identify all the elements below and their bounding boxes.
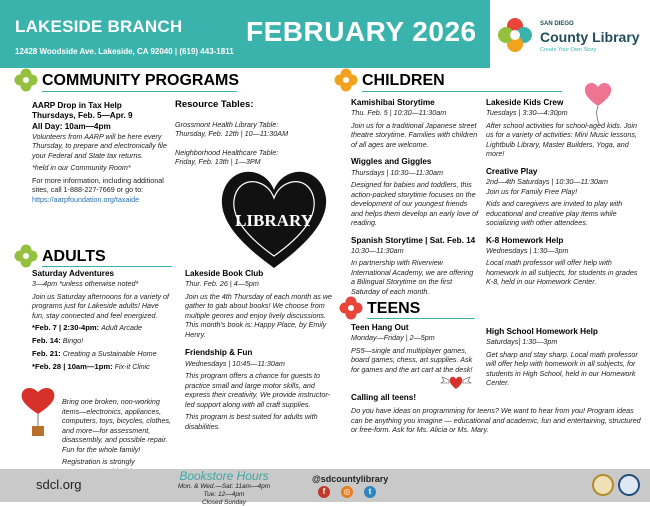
k8-desc: Local math professor will offer help with homework in all subjects, for students in grades K-8, held in our Homework Center. (486, 258, 638, 287)
creative-sub2: Join us for Family Free Play! (486, 186, 578, 196)
teens-divider (367, 318, 475, 319)
children-right-column (486, 98, 642, 287)
flower-icon (334, 68, 358, 92)
resource-tables-block (175, 99, 335, 167)
winged-heart-icon (440, 374, 472, 390)
saturday-sub: 3—4pm *unless otherwise noted* (32, 279, 139, 289)
friendship-sub: Wednesdays | 10:45—11:30am (185, 358, 285, 368)
month-title: FEBRUARY 2026 (246, 16, 477, 47)
calling-teens-block (351, 393, 643, 435)
logo-tagline: Create Your Own Story (540, 47, 597, 53)
wiggles-sub: Thursdays | 10:30—11:30am (351, 167, 444, 177)
event4-date: *Feb. 28 | 10am—1pm: (32, 362, 113, 372)
spanish-desc: In partnership with Riverview International Academy, we are offering a Bilingual Storytime on the first Saturday of each month. (351, 258, 474, 296)
fixit-desc: Bring one broken, non-working items—electronics, appliances, computers, toys, bicycles, clothes, and more—for assessment, disassembly, and possible repair. Fun for the whole family! (62, 397, 172, 454)
creative-desc: Kids and caregivers are invited to play with educational and creative play items while socializing with other attendees. (486, 199, 623, 227)
heart-word: LIBRARY (235, 211, 313, 230)
tax-hours: All Day: 10am—4pm (32, 121, 111, 131)
saturday-title: Saturday Adventures (32, 269, 115, 278)
children-title: CHILDREN (362, 72, 445, 89)
resource-item1-title: Grossmont Health Library Table: (175, 119, 279, 129)
hs-sub: Saturdays| 1:30—3pm (486, 337, 558, 347)
tax-info: For more information, including additional sites, call 1-888-227-7669 or go to: (32, 175, 164, 195)
library-heart-icon (218, 168, 330, 272)
facebook-icon[interactable]: f (318, 486, 330, 498)
branch-name: LAKESIDE BRANCH (15, 17, 183, 36)
kamishibai-desc: Join us for a traditional Japanese street theatre storytime. Families with children of all ages are welcome. (351, 120, 478, 149)
calling-title: Calling all teens! (351, 393, 417, 402)
website-link[interactable]: sdcl.org (36, 477, 82, 492)
event3-name: Creating a Sustainable Home (62, 349, 157, 359)
hours-line1: Mon. & Wed.—Sat: 11am—4pm (177, 483, 271, 490)
adults-divider (42, 266, 172, 267)
spanish-title: Spanish Storytime | Sat. Feb. 14 (351, 235, 476, 245)
kids-crew-title: Lakeside Kids Crew (486, 98, 564, 107)
creative-sub: 2nd—4th Saturdays | 10:30—11:30am (486, 177, 609, 186)
teens-title: TEENS (367, 300, 421, 317)
hs-homework-block (486, 327, 642, 388)
kamishibai-title: Kamishibai Storytime (351, 98, 435, 107)
instagram-icon[interactable]: ◎ (341, 486, 353, 498)
resource-heading: Resource Tables: (175, 99, 254, 110)
flower-icon (14, 68, 38, 92)
flower-icon (14, 244, 38, 268)
bookstore-hours (150, 483, 298, 506)
tax-desc: Volunteers from AARP will be here every Thursday, to prepare and electronically file your Federal and State tax returns. (32, 131, 167, 160)
branch-address: 12428 Woodside Ave. Lakeside, CA 92040 | (619) 443-1811 (15, 47, 234, 56)
event2-name: Bingo! (62, 336, 84, 346)
creative-title: Creative Play (486, 166, 538, 176)
k8-title: K-8 Homework Help (486, 235, 564, 245)
wiggles-desc: Designed for babies and toddlers, this action-packed storytime focuses on the development of our youngest friends and helps them develop an early love of reading. (351, 180, 479, 227)
book-club-title: Lakeside Book Club (185, 269, 264, 278)
saturday-desc: Join us Saturday afternoons for a variety of programs just for Lakeside adults! Have fun, stay connected and feel energized. (32, 291, 170, 320)
tax-link[interactable]: https://aarpfoundation.org/taxaide (32, 194, 140, 204)
book-club-desc: Join us the 4th Thursday of each month as we gather to gab about books! We choose from multiple genres and enjoy lively discussions. This month's book is: Happy Place, by Emily Henry. (185, 291, 333, 339)
kids-crew-sub: Tuesdays | 3:30—4:30pm (486, 108, 568, 118)
kids-crew-desc: After school activities for school-aged kids. Join us for a variety of activities: Mini Music lessons, Lightbulb Library, Master Builders, Yoga, and more! (486, 120, 638, 159)
book-club-block (185, 269, 335, 431)
children-divider (362, 91, 562, 92)
tax-dates: Thursdays, Feb. 5—Apr. 9 (32, 111, 133, 121)
hs-desc: Get sharp and stay sharp. Local math professor will offer help with homework in all subjects, for students in High School, held in our Homework Center. (486, 349, 638, 388)
board-seal-icon (618, 474, 640, 496)
teen-hangout-block (351, 323, 479, 374)
event1-date: *Feb. 7 | 2:30-4pm: (32, 323, 100, 333)
hangout-title: Teen Hang Out (351, 323, 409, 332)
tax-help-block (32, 101, 168, 204)
bookstore-hours-title: Bookstore Hours (179, 469, 269, 483)
community-title: COMMUNITY PROGRAMS (42, 72, 240, 89)
friendship-desc2: This program is best suited for adults with disabilities. (185, 412, 318, 431)
k8-sub: Wednesdays | 1:30—3pm (486, 245, 569, 255)
twitter-icon[interactable]: t (364, 486, 376, 498)
registration-note: Registration is strongly (62, 457, 135, 466)
tax-title: AARP Drop in Tax Help (32, 101, 122, 110)
resource-item2-title: Neighborhood Healthcare Table: (175, 147, 279, 157)
logo-name: County Library (540, 29, 640, 45)
kamishibai-sub: Thu. Feb. 5 | 10:30—11:30am (351, 108, 447, 118)
wiggles-title: Wiggles and Giggles (351, 157, 432, 167)
event2-date: Feb. 14: (32, 336, 61, 346)
resource-item1-time: Thursday, Feb. 12th | 10—11:30AM (175, 129, 289, 139)
event4-name: Fix-it Clinic (114, 362, 150, 372)
hangout-sub: Monday—Friday | 2—5pm (351, 333, 435, 343)
tax-note: *held in our Community Room* (32, 163, 131, 173)
event3-date: Feb. 21: (32, 349, 61, 359)
book-club-sub: Thur. Feb. 26 | 4—5pm (185, 279, 259, 289)
children-left-column (351, 98, 479, 296)
logo-region: SAN DIEGO (540, 21, 574, 27)
community-divider (42, 91, 237, 92)
adults-title: ADULTS (42, 248, 106, 265)
flower-icon (339, 296, 363, 320)
event1-name: Adult Arcade (101, 323, 143, 333)
spanish-sub: 10:30—11:30am (351, 245, 404, 255)
hangout-desc: PS5—single and multiplayer games, board games, chess, art supplies. Ask for games and the art cart at the desk! (351, 345, 473, 374)
hs-title: High School Homework Help (486, 327, 598, 336)
county-library-logo-icon (496, 16, 534, 54)
resource-item2-time: Friday, Feb. 13th | 1—3PM (175, 157, 261, 167)
calling-desc: Do you have ideas on programming for teens? We want to hear from you! Program ideas can be anything you imagine — educational and academic, fun and entertaining, structured or free-form. Ask for Ms. Alicia or Ms. Mary. (351, 406, 641, 435)
heart-balloon-icon (18, 384, 58, 444)
friendship-desc: This program offers a chance for guests to practice small and large motor skills, and express their creativity. We provide instructor-led support along with all craft supplies. (185, 371, 330, 409)
hours-line2: Tue: 12—4pm (203, 490, 245, 498)
county-seal-icon (592, 474, 614, 496)
hours-line3: Closed Sunday (201, 498, 247, 506)
friendship-title: Friendship & Fun (185, 348, 253, 358)
saturday-adventures-block (32, 269, 172, 372)
social-handle: @sdcountylibrary (312, 474, 389, 484)
